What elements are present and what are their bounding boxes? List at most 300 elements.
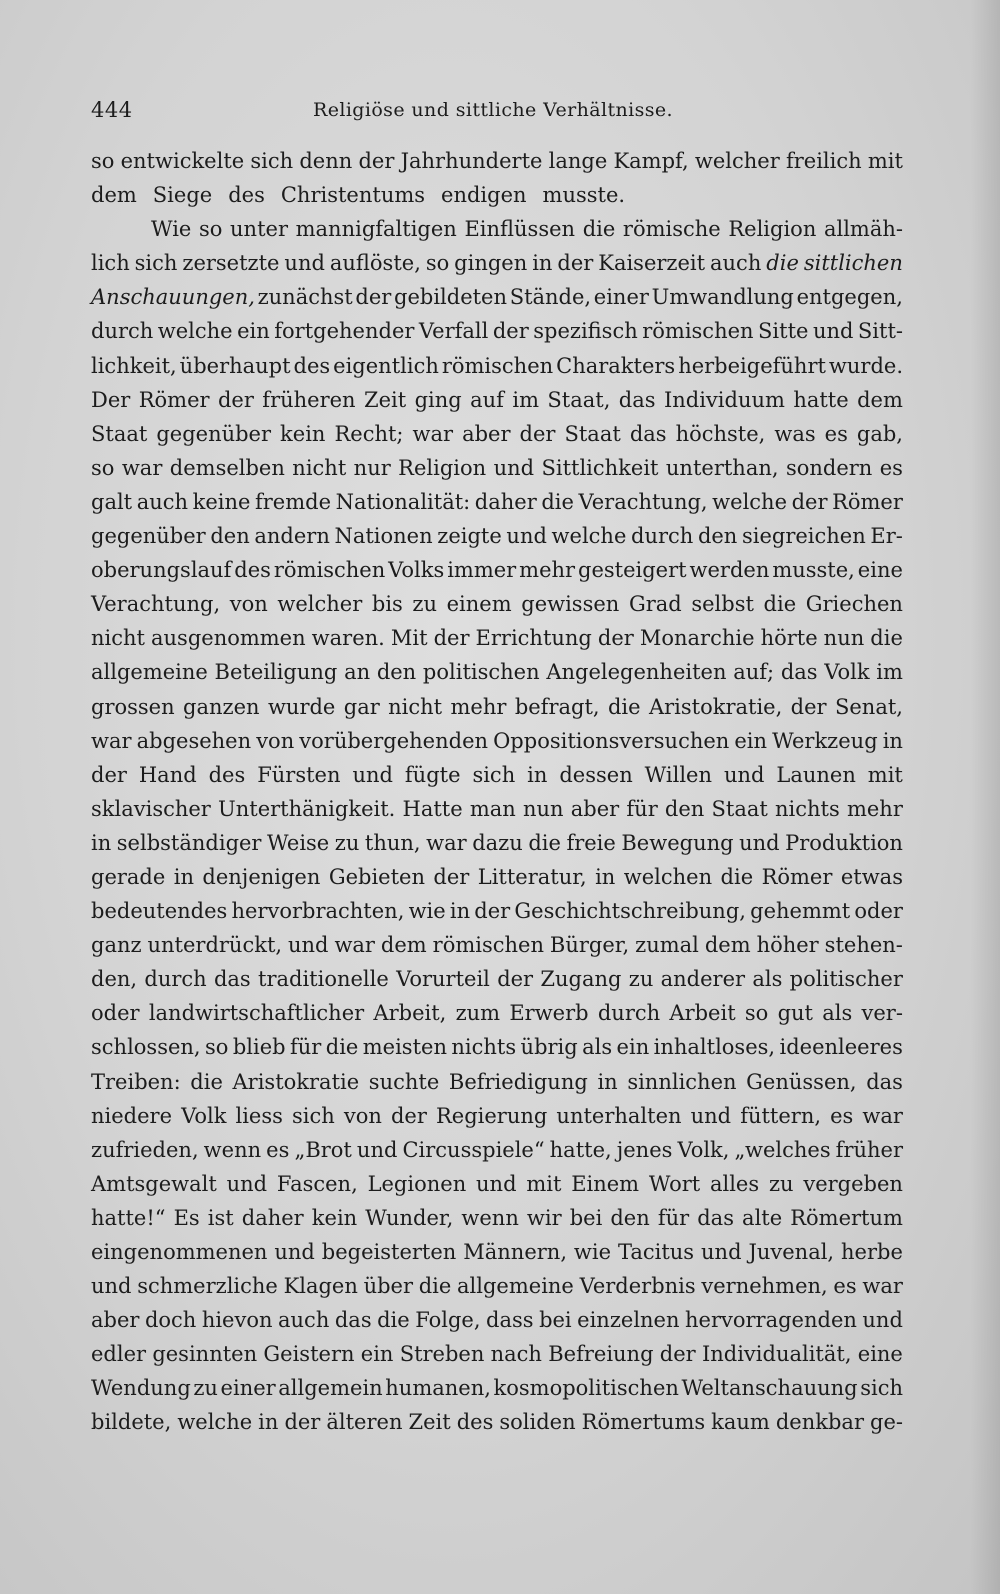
- word: liess: [235, 1103, 283, 1128]
- word: Erwerb: [509, 1001, 589, 1026]
- word: dem: [857, 387, 903, 412]
- word: Der: [91, 387, 131, 412]
- word: in: [258, 1410, 279, 1435]
- word: Es: [173, 1205, 200, 1230]
- word: Oppositionsversuchen: [493, 728, 730, 753]
- word: denn: [299, 149, 353, 173]
- word: eine: [857, 1342, 903, 1367]
- word: endigen: [441, 183, 527, 208]
- word: hervorbrachten,: [231, 899, 405, 924]
- word: der: [497, 967, 534, 992]
- text-line: [91, 1376, 903, 1410]
- word: Folge,: [415, 1308, 481, 1333]
- word: mit: [526, 1171, 562, 1196]
- word: gut: [777, 1001, 813, 1026]
- word: fortgehender: [274, 319, 415, 344]
- word: Verachtung,: [578, 489, 708, 514]
- word: allmäh-: [823, 217, 903, 242]
- word: edler: [91, 1342, 147, 1367]
- word: politischen: [422, 660, 540, 685]
- word: hatte,: [549, 1137, 612, 1162]
- word: nichts: [775, 796, 840, 821]
- word: römischen: [642, 319, 754, 344]
- word: so: [198, 217, 223, 242]
- word: der: [91, 762, 127, 787]
- word: Gebieten: [328, 864, 425, 889]
- text-line: [91, 422, 903, 456]
- word: wie: [573, 1240, 612, 1264]
- word: hatte!“: [91, 1205, 166, 1230]
- word: Geschichtschreibung,: [514, 899, 746, 924]
- word: Er-: [870, 524, 903, 549]
- word: mannigfaltigen: [295, 217, 457, 242]
- word: und: [91, 1274, 132, 1299]
- word: dessen: [559, 762, 633, 787]
- word: selbst: [691, 592, 754, 617]
- word: ein: [734, 728, 768, 753]
- word: ein: [360, 1342, 394, 1367]
- word: und: [723, 762, 765, 787]
- word: Römer: [138, 387, 210, 412]
- word: kein: [311, 1205, 358, 1230]
- word: kaum: [711, 1410, 770, 1435]
- word: lange: [548, 149, 608, 173]
- word: Regierung: [435, 1103, 548, 1128]
- word: allgemeine: [457, 1274, 574, 1299]
- word: Wunder,: [365, 1205, 454, 1230]
- word: dazu: [472, 830, 523, 855]
- word: sinnlichen: [627, 1069, 737, 1094]
- word: Tacitus: [617, 1240, 695, 1264]
- word: gesteigert: [578, 558, 687, 583]
- word: durch: [91, 319, 154, 344]
- word: alles: [709, 1171, 760, 1196]
- word: wie: [408, 899, 446, 924]
- word: der: [358, 149, 395, 173]
- word: gebildeten: [394, 285, 508, 310]
- word: auch: [710, 251, 762, 276]
- word: auch: [136, 489, 189, 514]
- word: so: [744, 1001, 769, 1026]
- word: auf;: [733, 660, 775, 685]
- word: Verfall: [418, 319, 489, 344]
- word: die: [528, 830, 561, 855]
- word: Grad: [628, 592, 682, 617]
- word: das: [629, 421, 667, 446]
- word: älteren: [326, 1410, 403, 1435]
- word: Stände,: [509, 285, 592, 310]
- word: bei: [569, 1205, 603, 1230]
- word: Errichtung: [475, 626, 592, 651]
- word: inhaltloses,: [653, 1035, 776, 1060]
- text-line: [91, 319, 903, 353]
- word: gegenüber: [91, 524, 206, 549]
- word: galt: [91, 489, 133, 514]
- word: war: [91, 728, 132, 753]
- word: immer: [447, 558, 517, 583]
- word: nach: [490, 1342, 542, 1367]
- word: in: [449, 899, 471, 924]
- word: Willen: [644, 762, 712, 787]
- word: welchen: [623, 864, 713, 889]
- word: als: [822, 1001, 853, 1026]
- word: Produktion: [785, 830, 903, 855]
- word: von: [229, 592, 268, 617]
- word: Zeit: [408, 1410, 451, 1435]
- word: mehr: [519, 558, 576, 583]
- text-line: [91, 933, 903, 967]
- word: Aristokratie,: [648, 694, 783, 719]
- text-line: [91, 1308, 903, 1342]
- word: kein: [280, 421, 326, 446]
- word: Mit: [390, 626, 428, 651]
- word: die: [418, 1274, 452, 1299]
- word: die: [325, 1035, 359, 1060]
- word: Beteiligung: [214, 660, 338, 685]
- word: so: [205, 1035, 229, 1060]
- word: aber: [462, 421, 511, 446]
- text-line: [91, 456, 903, 490]
- word: und: [862, 1308, 903, 1333]
- body-text: [91, 149, 903, 1445]
- word: die: [582, 217, 616, 242]
- word: ausgenommen: [151, 626, 306, 651]
- word: humanen,: [385, 1376, 491, 1401]
- text-line: [91, 831, 903, 865]
- word: und: [812, 319, 854, 344]
- word: doch: [144, 1308, 197, 1333]
- word: Griechen: [805, 592, 903, 617]
- word: mit: [867, 149, 903, 173]
- word: ein: [616, 1035, 650, 1060]
- word: Männern,: [463, 1240, 567, 1264]
- word: musste.: [542, 183, 626, 208]
- word: Fascen,: [276, 1171, 358, 1196]
- word: und: [352, 762, 393, 787]
- word: der: [433, 864, 470, 889]
- word: schmerzliche: [137, 1274, 278, 1299]
- word: des: [234, 558, 271, 583]
- word: wurde.: [828, 353, 903, 378]
- word: etwas: [840, 864, 903, 889]
- word: Nationalität:: [335, 489, 471, 514]
- word: die: [190, 1069, 223, 1094]
- word: Sitt-: [857, 319, 903, 344]
- word: abgesehen: [136, 728, 252, 753]
- word: Individuum: [663, 387, 785, 412]
- word: mehr: [846, 796, 903, 821]
- word: den: [210, 524, 250, 549]
- word: fremde: [254, 489, 332, 514]
- text-line: [91, 660, 903, 694]
- word: war: [426, 830, 467, 855]
- word: gehemmt: [750, 899, 851, 924]
- word: ist: [207, 1205, 234, 1230]
- word: Staat,: [547, 387, 611, 412]
- word: musste,: [772, 558, 855, 583]
- word: Zugang: [540, 967, 622, 992]
- word: wurde: [267, 694, 336, 719]
- text-line: [91, 1001, 903, 1035]
- word: nur: [353, 455, 391, 480]
- word: Fürsten: [257, 762, 341, 787]
- word: mit: [867, 762, 903, 787]
- word: ein: [237, 319, 270, 344]
- word: entwickelte: [120, 149, 245, 173]
- word: und: [476, 1171, 517, 1196]
- word: bis: [371, 592, 403, 617]
- word: in: [595, 864, 616, 889]
- word: Hand: [138, 762, 197, 787]
- text-line: [91, 1104, 903, 1138]
- word: Genüssen,: [746, 1069, 857, 1094]
- word: soliden: [499, 1410, 576, 1435]
- word: zersetzte: [182, 251, 280, 276]
- word: gesinnten: [152, 1342, 258, 1367]
- word: Juvenal,: [748, 1240, 835, 1264]
- word: keine: [192, 489, 251, 514]
- text-line: [91, 1410, 903, 1444]
- word: das: [697, 1205, 734, 1230]
- word: die: [720, 864, 754, 889]
- word: und: [506, 524, 547, 549]
- word: als: [752, 967, 783, 992]
- word: früher: [835, 1137, 903, 1162]
- word: es: [833, 1274, 857, 1299]
- text-line: [91, 183, 903, 217]
- word: sich: [134, 251, 178, 276]
- word: siegreichen: [741, 524, 866, 549]
- word: Kampf,: [613, 149, 689, 173]
- word: römischen: [432, 933, 544, 958]
- text-line: [91, 388, 903, 422]
- word: welche: [712, 489, 788, 514]
- word: des: [456, 1410, 494, 1435]
- word: ganz: [91, 933, 142, 958]
- word: Individualität,: [701, 1342, 852, 1367]
- word: freilich: [785, 149, 862, 173]
- text-line: [91, 1342, 903, 1376]
- word: nicht: [388, 694, 443, 719]
- word: Siege: [152, 183, 213, 208]
- word: selbständiger: [116, 830, 262, 855]
- word: es: [824, 421, 848, 446]
- running-title: Religiöse und sittliche Verhältnisse.: [313, 99, 673, 121]
- word: der: [433, 626, 470, 651]
- word: grossen: [91, 694, 175, 719]
- word: werden: [689, 558, 770, 583]
- word: auf: [470, 387, 504, 412]
- word: sich: [860, 1376, 903, 1401]
- word: Bewegung: [621, 830, 734, 855]
- word: waren.: [311, 626, 385, 651]
- word: füttern,: [740, 1103, 822, 1128]
- word: und: [288, 933, 329, 958]
- word: hatte: [793, 387, 849, 412]
- word: blieb: [232, 1035, 286, 1060]
- word: zufrieden,: [91, 1137, 199, 1162]
- word: politischer: [789, 967, 903, 992]
- word: es: [830, 1103, 854, 1128]
- text-line: [91, 490, 903, 524]
- word: gab,: [856, 421, 903, 446]
- word: den: [376, 660, 417, 685]
- word: man: [469, 796, 516, 821]
- word: „Brot: [294, 1137, 352, 1162]
- text-line: [91, 865, 903, 899]
- word: herbeigeführt: [678, 353, 826, 378]
- word: über: [363, 1274, 414, 1299]
- word: und: [226, 1171, 268, 1196]
- word: in: [173, 864, 194, 889]
- word: Hatte: [402, 796, 463, 821]
- word: Vorurteil: [396, 967, 490, 992]
- word: eine: [857, 558, 903, 583]
- word: oberungslauf: [91, 558, 232, 583]
- word: gewissen: [521, 592, 620, 617]
- word: so: [91, 455, 115, 480]
- word: für: [290, 1035, 322, 1060]
- word: die: [763, 592, 797, 617]
- word: welche: [177, 1410, 253, 1435]
- word: Weltanschauung: [681, 1376, 858, 1401]
- italic-word: die: [766, 251, 799, 276]
- word: Unterthänigkeit.: [218, 796, 396, 821]
- word: welche: [551, 524, 627, 549]
- word: zum: [455, 1001, 501, 1026]
- word: welche: [157, 319, 233, 344]
- italic-word: sittlichen: [803, 251, 903, 276]
- word: in: [527, 762, 548, 787]
- word: „welches: [734, 1137, 831, 1162]
- word: dem: [91, 183, 137, 208]
- word: vergeben: [803, 1171, 903, 1196]
- word: Einflüssen: [464, 217, 576, 242]
- word: Litteratur,: [477, 864, 587, 889]
- text-line: [91, 729, 903, 763]
- word: zu: [628, 967, 654, 992]
- word: welcher: [277, 592, 363, 617]
- word: Jahrhunderte: [400, 149, 543, 173]
- word: des: [293, 353, 331, 378]
- text-line: [91, 1206, 903, 1240]
- word: Nationen: [334, 524, 433, 549]
- text-line: [91, 899, 903, 933]
- word: und: [739, 830, 780, 855]
- word: Römertums: [581, 1410, 706, 1435]
- word: einem: [446, 592, 512, 617]
- word: daher: [241, 1205, 304, 1230]
- word: Werkzeug: [772, 728, 878, 753]
- text-line: [91, 592, 903, 626]
- text-line: [91, 695, 903, 729]
- word: Religion: [398, 455, 487, 480]
- word: nun: [823, 626, 865, 651]
- word: und: [690, 1103, 732, 1128]
- word: der: [557, 251, 594, 276]
- running-head: [91, 98, 901, 126]
- word: sondern: [785, 455, 873, 480]
- text-line: [91, 558, 903, 592]
- word: andern: [254, 524, 330, 549]
- word: nichts: [451, 1035, 517, 1060]
- word: Aristokratie: [232, 1069, 360, 1094]
- word: begeisterten: [321, 1240, 457, 1264]
- word: ganzen: [183, 694, 260, 719]
- word: war: [334, 933, 375, 958]
- word: landwirtschaftlicher: [148, 1001, 365, 1026]
- word: früheren: [262, 387, 356, 412]
- word: sich: [292, 1103, 335, 1128]
- word: Volk,: [677, 1137, 730, 1162]
- word: der: [474, 899, 511, 924]
- word: denjenigen: [202, 864, 321, 889]
- word: es: [879, 455, 903, 480]
- word: und: [701, 1240, 742, 1264]
- word: Einem: [571, 1171, 640, 1196]
- word: dem: [704, 933, 751, 958]
- text-line: [91, 1070, 903, 1104]
- word: Launen: [776, 762, 856, 787]
- word: der: [790, 694, 827, 719]
- word: fügte: [404, 762, 461, 787]
- word: dem: [380, 933, 427, 958]
- word: unterhalten: [556, 1103, 682, 1128]
- word: allgemeine: [91, 660, 208, 685]
- word: sich: [472, 762, 516, 787]
- text-line: [91, 251, 903, 285]
- word: durch: [144, 967, 207, 992]
- word: gingen: [454, 251, 528, 276]
- word: demselben: [169, 455, 285, 480]
- word: war: [412, 421, 454, 446]
- word: eigentlich: [333, 353, 439, 378]
- word: Religion: [728, 217, 817, 242]
- word: die: [870, 626, 903, 651]
- word: gerade: [91, 864, 166, 889]
- word: in: [597, 1069, 618, 1094]
- page-number: 444: [91, 98, 133, 122]
- text-line: [91, 285, 903, 319]
- word: kosmopolitischen: [493, 1376, 679, 1401]
- word: römischen: [441, 353, 554, 378]
- word: Charakters: [556, 353, 676, 378]
- word: zu: [193, 1376, 218, 1401]
- text-line: [91, 1035, 903, 1069]
- word: der: [519, 421, 556, 446]
- italic-word: Anschauungen,: [91, 285, 255, 310]
- word: Staat: [91, 421, 148, 446]
- word: Kaiserzeit: [598, 251, 706, 276]
- word: alte: [742, 1205, 783, 1230]
- word: Bürger,: [549, 933, 630, 958]
- word: durch: [597, 1001, 661, 1026]
- word: Verderbnis: [579, 1274, 696, 1299]
- word: Römertum: [790, 1205, 903, 1230]
- word: unter: [230, 217, 288, 242]
- word: Römer: [761, 864, 833, 889]
- word: Staat: [711, 796, 768, 821]
- word: spezifisch: [533, 319, 638, 344]
- word: lichkeit,: [91, 353, 177, 378]
- word: des: [208, 762, 246, 787]
- word: Volk: [824, 660, 870, 685]
- word: zu: [412, 592, 438, 617]
- word: das: [334, 1308, 372, 1333]
- word: von: [343, 1103, 382, 1128]
- word: der: [492, 319, 529, 344]
- word: die: [541, 489, 574, 514]
